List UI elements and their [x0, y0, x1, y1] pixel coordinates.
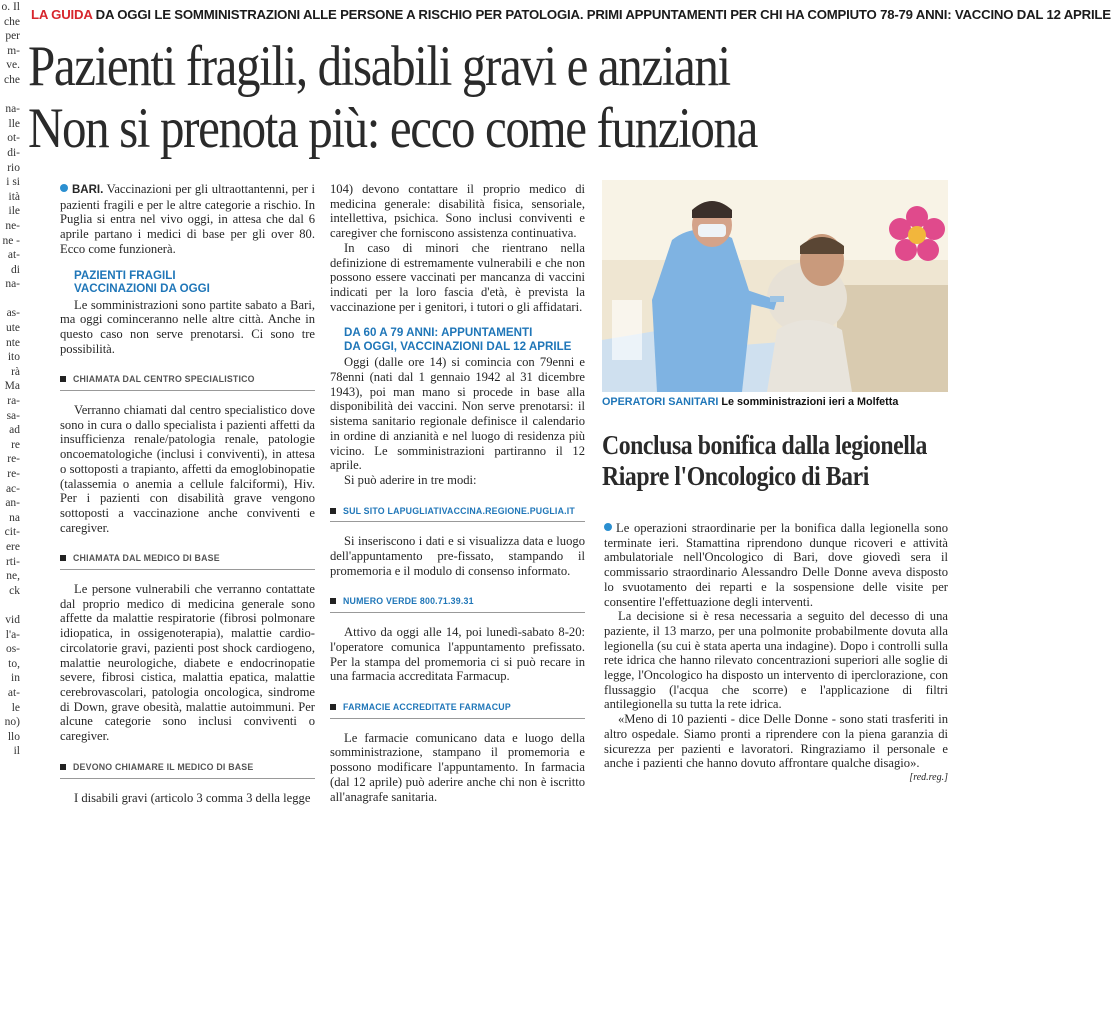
edge-fragment: to,	[8, 657, 20, 670]
edge-fragment: nte	[5, 336, 20, 349]
square-bullet-icon	[60, 555, 66, 561]
edge-fragment: ne,	[6, 570, 20, 583]
column-1	[60, 182, 315, 805]
section-label-text: SUL SITO LAPUGLIATIVACCINA.REGIONE.PUGLIA.IT	[343, 505, 575, 516]
edge-fragment: at-	[7, 686, 20, 699]
lead-place: BARI.	[72, 184, 104, 196]
article2-headline-line-1: Conclusa bonifica dalla legionella	[602, 430, 927, 460]
edge-fragment: ot-	[7, 132, 20, 145]
edge-fragment: vid	[5, 613, 20, 626]
edge-fragment: no)	[4, 716, 20, 729]
subheading-line: DA 60 A 79 ANNI: APPUNTAMENTI	[344, 326, 533, 340]
paragraph: Verranno chiamati dal centro specialistico dove sono in cura o dallo specialista i pazienti affetti da insufficienza renale/patologia renale, patologie oncoematologiche (inclusi i conviventi), in attesa o sottoposti a trapianto, affetti da emoglobinopatie (talassemia o anemia a cellule falciformi), Hiv. Per i pazienti con disabilità grave vengono sottoposti a vaccinazione anche conviventi e caregiver.	[60, 403, 315, 535]
edge-fragment: per	[5, 30, 20, 43]
section-label	[60, 551, 315, 570]
edge-fragment: l'a-	[5, 628, 20, 641]
photo-caption	[602, 396, 898, 408]
edge-fragment: Ma	[4, 380, 20, 393]
edge-fragment: sa-	[6, 409, 20, 422]
section-label-text: NUMERO VERDE 800.71.39.31	[343, 596, 474, 607]
section-label-text: CHIAMATA DAL MEDICO DI BASE	[73, 553, 220, 564]
kicker-label: LA GUIDA	[31, 7, 93, 22]
square-bullet-icon	[60, 764, 66, 770]
section-label-text: FARMACIE ACCREDITATE FARMACUP	[343, 701, 511, 712]
edge-fragment: na-	[5, 278, 20, 291]
previous-article-edge	[0, 0, 20, 759]
edge-fragment: in	[11, 672, 20, 685]
section-label	[60, 372, 315, 391]
paragraph: La decisione si è resa necessaria a seguito del decesso di una paziente, il 13 marzo, per una polmonite probabilmente dovuta alla legionella (su cui è stata aperta una indagine). Dopo i controlli sulla rete idrica che hanno rilevato concentrazioni superiori alle soglie di legge, l'Oncologico ha disposto un intervento di iperclorazione, con flussaggio (l'acqua che scorre) e l'applicazione di filtri antilegionella su tutta la rete idrica.	[604, 609, 948, 712]
vaccination-photo	[602, 180, 948, 392]
headline-line-1: Pazienti fragili, disabili gravi e anziani	[28, 35, 730, 98]
edge-fragment: re-	[7, 468, 20, 480]
article2-body	[604, 521, 948, 786]
edge-fragment: ne -	[2, 234, 20, 247]
edge-fragment: rti-	[5, 555, 20, 568]
article2-headline-line-2: Riapre l'Oncologico di Bari	[602, 461, 869, 491]
edge-fragment: ve.	[6, 59, 20, 72]
edge-fragment: as-	[6, 307, 20, 320]
square-bullet-icon	[330, 598, 336, 604]
edge-fragment: re-	[7, 453, 20, 466]
edge-fragment: ac-	[5, 482, 20, 495]
caption-label: OPERATORI SANITARI	[602, 396, 719, 408]
paragraph: Le persone vulnerabili che verranno contattate dal proprio medico di medicina generale sono affette da malattie respiratorie (fibrosi polmonare idiopatica, in ossigenoterapia), malattie cardio-circolatorie gravi, pazienti post shock cardiogeno, malattie neurologiche, diabete e endocrinopatie severe, fibrosi cistica, malattia epatica, malattie cerebrovascolari, patologia oncologica, sindrome di Down, grave obesità, malattie autoimmuni. Per alcune categorie sono inclusi conviventi o caregiver.	[60, 582, 315, 744]
paragraph: Le farmacie comunicano data e luogo della somministrazione, stampano il promemoria e possono modificare l'appuntamento. In farmacia (dal 12 aprile) può aderire anche chi non è iscritto all'anagrafe sanitaria.	[330, 730, 585, 804]
paragraph: 104) devono contattare il proprio medico di medicina generale: disabilità fisica, sensoriale, intellettiva, psichica. Sono inclusi conviventi e caregiver che forniscono assistenza continuativa.	[330, 182, 585, 241]
column-2	[330, 182, 585, 804]
caption-text: Le somministrazioni ieri a Molfetta	[721, 396, 899, 408]
edge-fragment: lle	[8, 117, 20, 130]
bullet-dot-icon	[60, 184, 68, 192]
headline-line-2: Non si prenota più: ecco come funziona	[28, 97, 758, 160]
square-bullet-icon	[330, 704, 336, 710]
paragraph-text: Le operazioni straordinarie per la bonifica dalla legionella sono terminate ieri. Stamattina riprendono dunque ricoveri e attività ambulatoriale nell'Oncologico di Bari, dove giovedì sera il commissario straordinario Alessandro Delle Donne aveva disposto lo svuotamento dei reparti e la sospensione delle visite per consentire l'effettuazione degli interventi.	[604, 521, 948, 609]
section-label	[330, 700, 585, 719]
subheading-line: DA OGGI, VACCINAZIONI DAL 12 APRILE	[344, 339, 572, 353]
edge-fragment: ere	[5, 540, 20, 553]
edge-fragment: il	[13, 745, 20, 758]
edge-fragment: na	[9, 511, 20, 524]
edge-fragment: ck	[9, 584, 20, 597]
signature: [red.reg.]	[909, 771, 948, 783]
edge-fragment: le	[11, 701, 20, 714]
edge-fragment: ile	[8, 205, 20, 218]
subheading-pazienti-fragili	[60, 269, 315, 296]
edge-fragment: ne-	[5, 219, 20, 232]
edge-fragment: rà	[11, 365, 20, 378]
section-label-text: DEVONO CHIAMARE IL MEDICO DI BASE	[73, 761, 254, 772]
edge-fragment	[0, 292, 20, 307]
square-bullet-icon	[60, 376, 66, 382]
paragraph: Oggi (dalle ore 14) si comincia con 79enni e 78enni (nati dal 1 gennaio 1942 al 31 dicembre 1943), poi man mano si procede in base alla disponibilità dei vaccini. Non serve prenotarsi: il sistema sanitario regionale definisce il calendario in ordine di anzianità e nel luogo di residenza più vicino. Le somministrazioni partiranno il 12 aprile.	[330, 355, 585, 473]
section-label	[330, 594, 585, 613]
edge-fragment: re	[11, 438, 20, 451]
paragraph: Le somministrazioni sono partite sabato a Bari, ma oggi cominceranno nelle altre città. Anche in questo caso non serve prenotarsi. Ci sono tre possibilità.	[60, 297, 315, 356]
edge-fragment: na-	[5, 103, 20, 116]
edge-fragment: i si	[6, 176, 20, 189]
edge-fragment: ad	[9, 424, 20, 437]
edge-fragment	[0, 88, 20, 103]
paragraph: In caso di minori che rientrano nella definizione di estremamente vulnerabili e che non possono essere vaccinati per mancanza di vaccini indicati per la loro fascia d'età, è prevista la vaccinazione per i genitori, i tutori o gli affidatari.	[330, 240, 585, 314]
lead-paragraph	[60, 182, 315, 257]
edge-fragment: an-	[5, 497, 20, 510]
subheading-line: PAZIENTI FRAGILI	[74, 268, 176, 282]
photo-illustration	[602, 180, 948, 392]
paragraph: Attivo da oggi alle 14, poi lunedì-sabato 8-20: l'operatore comunica l'appuntamento prefissato. Per la stampa del promemoria ci si può recare in una farmacia accreditata Farmacup.	[330, 625, 585, 684]
edge-fragment: ità	[8, 190, 20, 203]
headline	[28, 36, 757, 160]
paragraph: Si può aderire in tre modi:	[344, 472, 477, 487]
edge-fragment: o. Il	[1, 1, 20, 13]
edge-fragment: che	[4, 15, 20, 28]
paragraph: Si inseriscono i dati e si visualizza data e luogo dell'appuntamento pre-fissato, stampando il promemoria e il modulo di consenso informato.	[330, 534, 585, 578]
subheading-line: VACCINAZIONI DA OGGI	[74, 282, 210, 296]
section-label-text: CHIAMATA DAL CENTRO SPECIALISTICO	[73, 374, 255, 385]
paragraph	[604, 712, 948, 783]
edge-fragment: m-	[7, 44, 20, 57]
section-label	[330, 504, 585, 523]
article2-headline	[602, 430, 927, 492]
edge-fragment: ra-	[7, 395, 20, 408]
bullet-dot-icon	[604, 523, 612, 531]
paragraph: I disabili gravi (articolo 3 comma 3 della legge	[74, 790, 311, 805]
edge-fragment: ito	[7, 351, 20, 364]
edge-fragment: di	[11, 263, 20, 276]
edge-fragment: cit-	[4, 526, 20, 539]
section-label	[60, 760, 315, 779]
edge-fragment: at-	[7, 249, 20, 262]
subheading-60-79-anni	[330, 326, 585, 353]
edge-fragment: rio	[7, 161, 20, 174]
edge-fragment: di-	[7, 146, 20, 159]
paragraph-text: «Meno di 10 pazienti - dice Delle Donne - sono stati trasferiti in altro ospedale. Siamo pronti a riprendere con la piena garanzia di sicurezza per pazienti e lavoratori. Ringraziamo il personale e anche i pazienti che hanno dovuto affrontare qualche disagio».	[604, 712, 948, 771]
edge-fragment	[0, 598, 20, 613]
edge-fragment: ute	[5, 322, 20, 335]
edge-fragment: os-	[5, 643, 20, 656]
kicker-text: DA OGGI LE SOMMINISTRAZIONI ALLE PERSONE A RISCHIO PER PATOLOGIA. PRIMI APPUNTAMENTI PER CHI HA COMPIUTO 78-79 ANNI: VACCINO DAL 12 APRILE	[95, 7, 1111, 22]
paragraph	[604, 521, 948, 609]
kicker	[31, 7, 1111, 22]
square-bullet-icon	[330, 508, 336, 514]
edge-fragment: che	[4, 73, 20, 86]
lead-text: Vaccinazioni per gli ultraottantenni, per i pazienti fragili e per le altre categorie a rischio. In Puglia si entra nel vivo oggi, in attesa che dal 6 aprile partano i medici di base per gli over 80. Ecco come funzionerà.	[60, 182, 315, 256]
edge-fragment: llo	[7, 730, 20, 743]
